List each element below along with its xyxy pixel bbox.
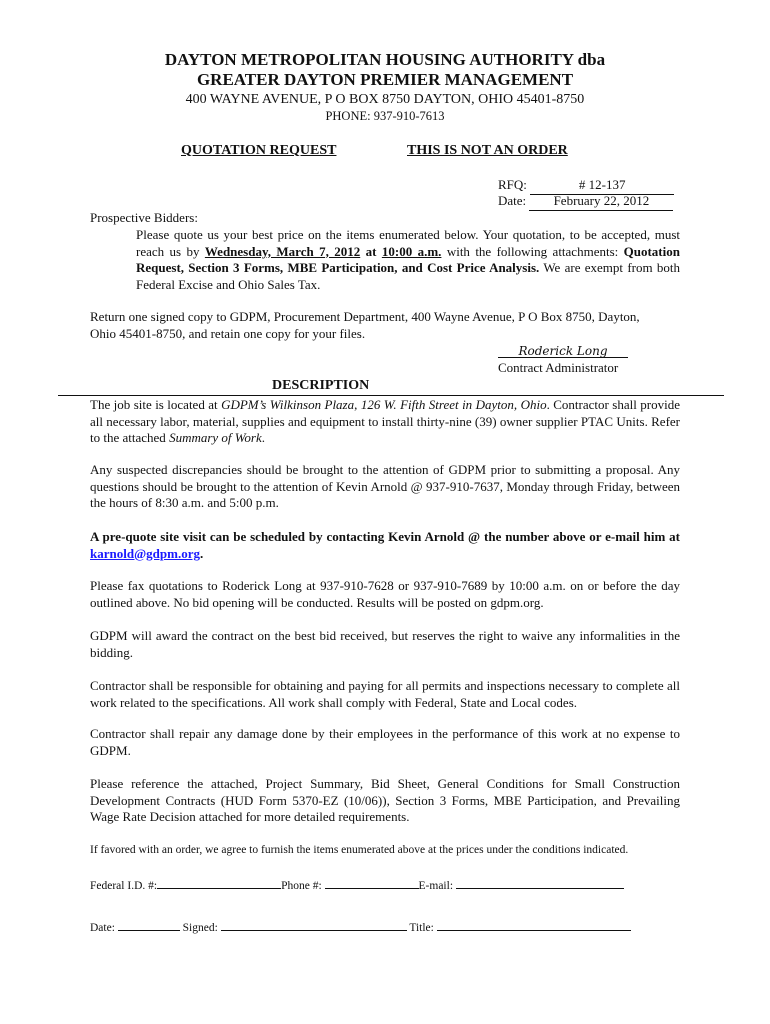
signature: Roderick Long xyxy=(518,344,608,358)
signatory-title: Contract Administrator xyxy=(498,360,619,375)
org-name-line1: DAYTON METROPOLITAN HOUSING AUTHORITY dba xyxy=(164,50,606,69)
signed-label: Signed: xyxy=(182,922,218,934)
federal-id-label: Federal I.D. #: xyxy=(90,880,158,892)
date-field[interactable] xyxy=(118,918,180,931)
email-field[interactable] xyxy=(456,876,624,889)
email-label: E-mail: xyxy=(418,880,454,892)
org-phone: PHONE: 937-910-7613 xyxy=(325,109,445,123)
intro-paragraph: Please quote us your best price on the items enumerated below. Your quotation, to be accepted, must reach us by Wednesday, March 7, 2012 at 10:00 a.m. with the following attachments: Quotation Request, Section 3 Forms, MBE Participation, and Cost Price Analysis. We are exempt from both Federal Excise and Ohio Sales Tax. xyxy=(136,227,680,292)
title-label: Title: xyxy=(409,922,434,934)
quotation-request-title: QUOTATION REQUEST xyxy=(181,143,337,158)
rfq-line xyxy=(498,177,674,195)
fax-paragraph: Please fax quotations to Roderick Long at 937-910-7628 or 937-910-7689 by 10:00 a.m. on or before the day outlined above. No bid opening will be conducted. Results will be posted on gdpm.org. xyxy=(90,578,680,610)
site-visit-paragraph: A pre-quote site visit can be scheduled by contacting Kevin Arnold @ the number above or e-mail him at karnold@gdpm.org. xyxy=(90,529,680,561)
org-name-line2: GREATER DAYTON PREMIER MANAGEMENT xyxy=(196,70,574,89)
award-paragraph: GDPM will award the contract on the best bid received, but reserves the right to waive any informalities in the bidding. xyxy=(90,628,680,660)
contact-email-link[interactable]: karnold@gdpm.org xyxy=(90,545,200,561)
job-site-name: GDPM’s Wilkinson Plaza xyxy=(221,397,355,412)
section-divider xyxy=(58,395,724,396)
rfq-date: February 22, 2012 xyxy=(529,193,673,211)
org-address: 400 WAYNE AVENUE, P O BOX 8750 DAYTON, OHIO 45401-8750 xyxy=(185,92,585,107)
bidder-contact-row xyxy=(90,876,624,893)
date-line xyxy=(498,193,673,211)
bidder-signature-row xyxy=(90,918,631,935)
phone-label: Phone #: xyxy=(281,880,322,892)
rfq-label: RFQ: xyxy=(498,177,527,192)
job-site-paragraph: The job site is located at GDPM’s Wilkinson Plaza, 126 W. Fifth Street in Dayton, Ohio. Contractor shall provide all necessary labor, material, supplies and equipment to install thirty-nine (39) owner supplier PTAC Units. Refer to the attached Summary of Work. xyxy=(90,397,680,445)
salutation: Prospective Bidders: xyxy=(90,210,198,225)
agreement-statement: If favored with an order, we agree to furnish the items enumerated above at the prices under the conditions indicated. xyxy=(90,844,629,856)
date-field-label: Date: xyxy=(90,922,115,934)
summary-of-work-ref: Summary of Work xyxy=(169,430,262,445)
date-label: Date: xyxy=(498,193,527,208)
damage-paragraph: Contractor shall repair any damage done by their employees in the performance of this work at no expense to GDPM. xyxy=(90,726,680,758)
reference-paragraph: Please reference the attached, Project Summary, Bid Sheet, General Conditions for Small Construction Development Contracts (HUD Form 5370-EZ (10/06)), Section 3 Forms, MBE Participation, and Prevailing Wage Rate Decision attached for more detailed requirements. xyxy=(90,776,680,824)
deadline-time: 10:00 a.m. xyxy=(381,243,442,259)
return-instructions: Return one signed copy to GDPM, Procurement Department, 400 Wayne Avenue, P O Box 8750, Dayton, Ohio 45401-8750, and retain one copy for your files. xyxy=(90,309,640,341)
title-field[interactable] xyxy=(437,918,631,931)
phone-field[interactable] xyxy=(325,876,419,889)
signed-field[interactable] xyxy=(221,918,407,931)
federal-id-field[interactable] xyxy=(157,876,281,889)
permits-paragraph: Contractor shall be responsible for obtaining and paying for all permits and inspections necessary to complete all work related to the specifications. All work shall comply with Federal, State and Local codes. xyxy=(90,678,680,710)
rfq-number: # 12-137 xyxy=(530,177,674,195)
deadline-day: Wednesday, March 7, 2012 xyxy=(204,243,361,259)
description-heading: DESCRIPTION xyxy=(272,378,370,393)
required-attachments: Quotation Request, Section 3 Forms, MBE Participation, and Cost Price Analysis. xyxy=(136,243,680,275)
job-site-address: 126 W. Fifth Street in Dayton, Ohio xyxy=(360,397,547,412)
discrepancies-paragraph: Any suspected discrepancies should be brought to the attention of GDPM prior to submitting a proposal. Any questions should be brought to the attention of Kevin Arnold @ 937-910-7637, Monday through Friday, between the hours of 8:30 a.m. and 5:00 p.m. xyxy=(90,462,680,510)
not-an-order-title: THIS IS NOT AN ORDER xyxy=(407,143,568,158)
signature-line xyxy=(498,342,628,358)
